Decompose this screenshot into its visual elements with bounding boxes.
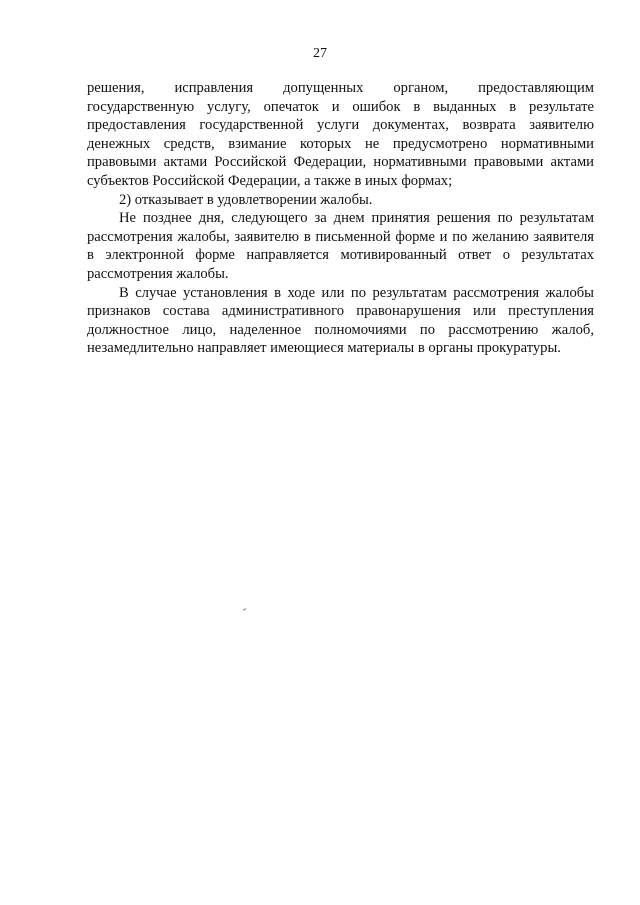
document-body — [87, 79, 594, 358]
paragraph-response-deadline: Не позднее дня, следующего за днем принятия решения по результатам рассмотрения жалобы, заявителю в письменной форме и по желанию заявителя в электронной форме направляется мотивированный ответ о результатах рассмотрения жалобы. — [87, 210, 594, 282]
page-number: 27 — [313, 46, 327, 61]
scan-speck — [243, 608, 246, 611]
paragraph-continuation: решения, исправления допущенных органом, предоставляющим государственную услугу, опечаток и ошибок в выданных в результате предоставления государственной услуги документах, возврата заявителю денежных средств, взимание которых не предусмотрено нормативными правовыми актами Российской Федерации, нормативными правовыми актами субъектов Российской Федерации, а также в иных формах; — [87, 80, 594, 189]
paragraph-prosecution-referral: В случае установления в ходе или по результатам рассмотрения жалобы признаков состава административного правонарушения или преступления должностное лицо, наделенное полномочиями по рассмотрению жалоб, незамедлительно направляет имеющиеся материалы в органы прокуратуры. — [87, 284, 594, 357]
paragraph-refusal-item: 2) отказывает в удовлетворении жалобы. — [119, 191, 373, 208]
